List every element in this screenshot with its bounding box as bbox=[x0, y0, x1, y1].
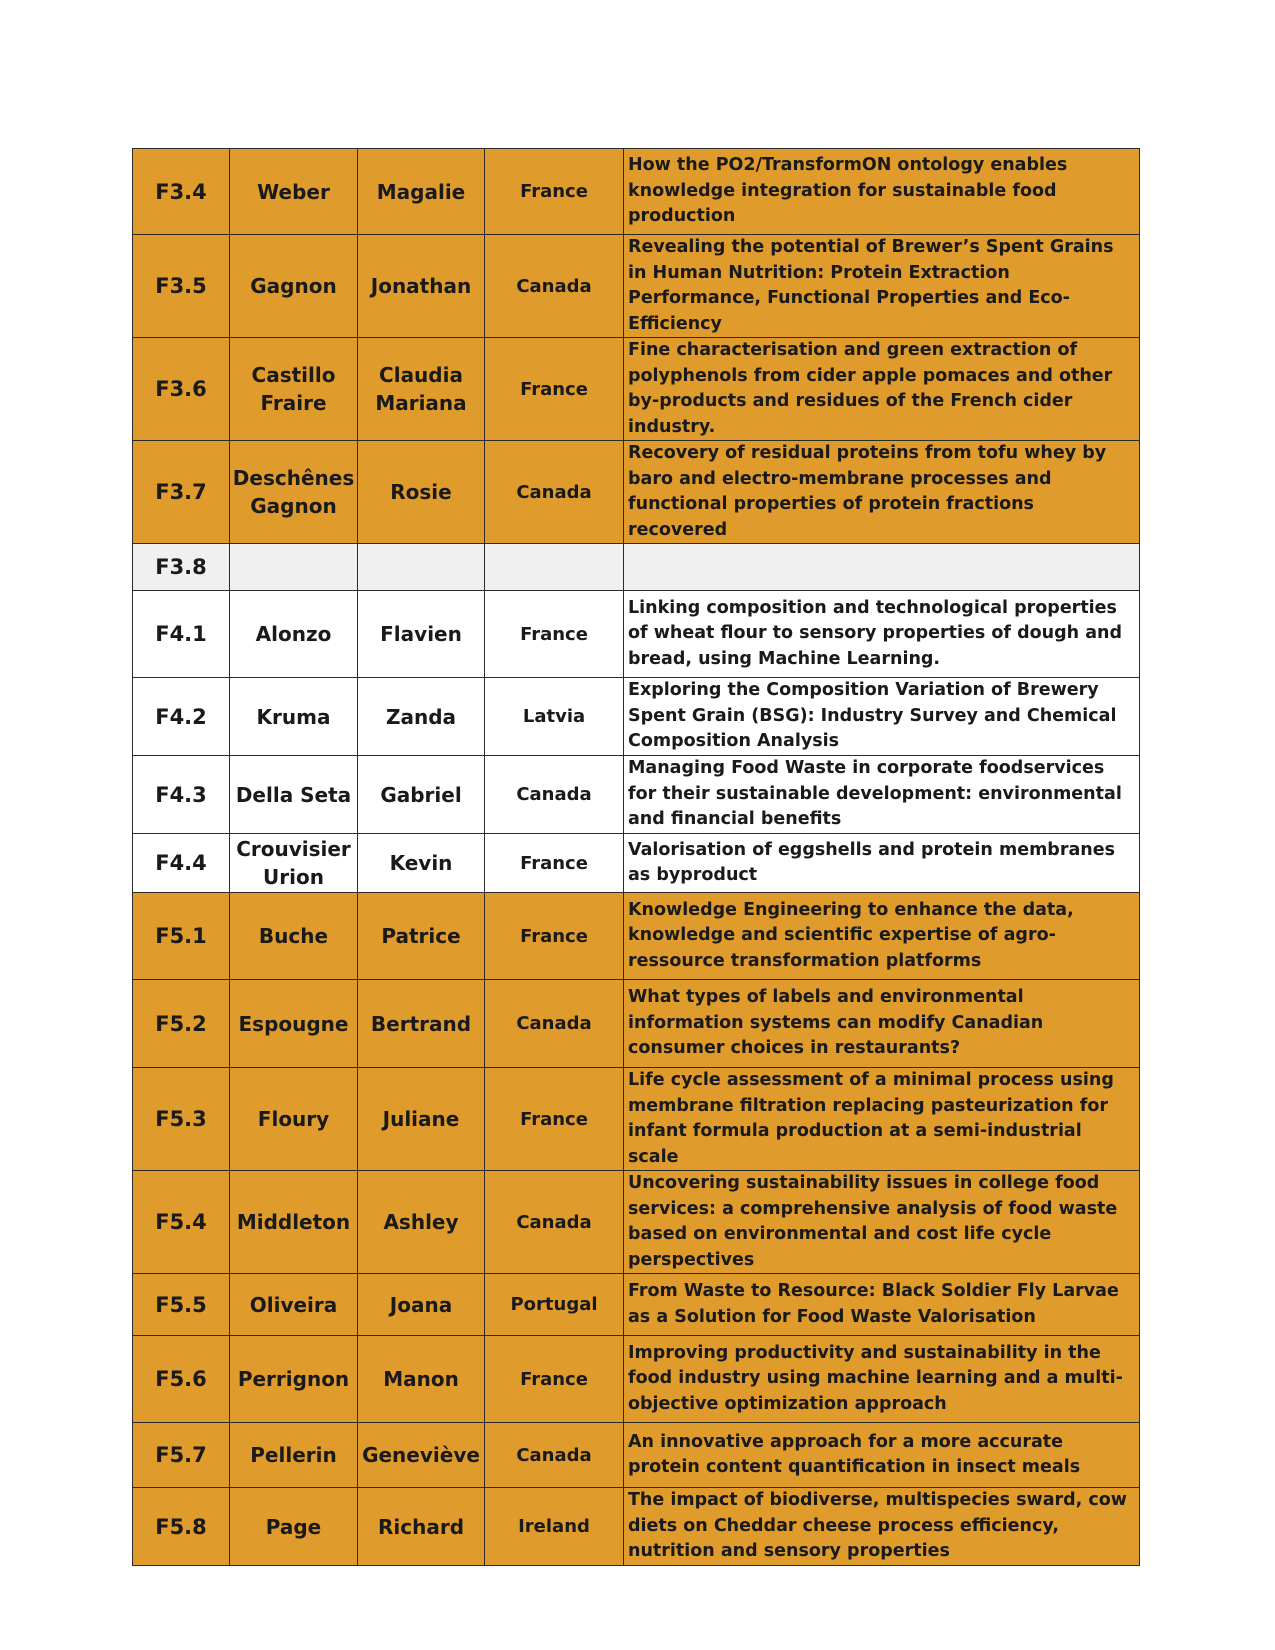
title-cell: How the PO2/TransformON ontology enables knowledge integration for sustainable food production bbox=[624, 149, 1140, 235]
last-name-cell: Middleton bbox=[230, 1171, 358, 1274]
title-cell: Improving productivity and sustainability in the food industry using machine learning and a multi-objective optimization approach bbox=[624, 1336, 1140, 1423]
last-name-cell: Crouvisier Urion bbox=[230, 834, 358, 893]
last-name-cell: Perrignon bbox=[230, 1336, 358, 1423]
program-table bbox=[132, 148, 1140, 1566]
table-row bbox=[133, 756, 1140, 834]
first-name-cell: Richard bbox=[358, 1488, 485, 1566]
first-name-cell: Ashley bbox=[358, 1171, 485, 1274]
last-name-cell: Deschênes Gagnon bbox=[230, 441, 358, 544]
country-cell: France bbox=[485, 893, 624, 980]
first-name-cell: Magalie bbox=[358, 149, 485, 235]
table-row bbox=[133, 834, 1140, 893]
code-cell: F5.7 bbox=[133, 1423, 230, 1488]
code-cell: F5.5 bbox=[133, 1274, 230, 1336]
code-cell: F5.6 bbox=[133, 1336, 230, 1423]
title-cell: What types of labels and environmental information systems can modify Canadian consumer choices in restaurants? bbox=[624, 980, 1140, 1068]
title-cell: Revealing the potential of Brewer’s Spent Grains in Human Nutrition: Protein Extraction Performance, Functional Properties and Eco-Efficiency bbox=[624, 235, 1140, 338]
table-row bbox=[133, 1488, 1140, 1566]
country-cell: Portugal bbox=[485, 1274, 624, 1336]
code-cell: F4.2 bbox=[133, 678, 230, 756]
last-name-cell: Page bbox=[230, 1488, 358, 1566]
first-name-cell: Gabriel bbox=[358, 756, 485, 834]
table-row bbox=[133, 441, 1140, 544]
last-name-cell: Oliveira bbox=[230, 1274, 358, 1336]
code-cell: F5.2 bbox=[133, 980, 230, 1068]
table-row bbox=[133, 678, 1140, 756]
last-name-cell: Gagnon bbox=[230, 235, 358, 338]
country-cell: Canada bbox=[485, 441, 624, 544]
title-cell: Knowledge Engineering to enhance the data, knowledge and scientific expertise of agro-ressource transformation platforms bbox=[624, 893, 1140, 980]
title-cell: Life cycle assessment of a minimal process using membrane filtration replacing pasteurization for infant formula production at a semi-industrial scale bbox=[624, 1068, 1140, 1171]
last-name-cell: Castillo Fraire bbox=[230, 338, 358, 441]
country-cell: France bbox=[485, 1068, 624, 1171]
first-name-cell: Kevin bbox=[358, 834, 485, 893]
first-name-cell: Juliane bbox=[358, 1068, 485, 1171]
country-cell: Canada bbox=[485, 1171, 624, 1274]
table-row bbox=[133, 1336, 1140, 1423]
code-cell: F3.4 bbox=[133, 149, 230, 235]
code-cell: F4.1 bbox=[133, 591, 230, 678]
first-name-cell: Claudia Mariana bbox=[358, 338, 485, 441]
country-cell: France bbox=[485, 338, 624, 441]
country-cell: France bbox=[485, 591, 624, 678]
first-name-cell: Manon bbox=[358, 1336, 485, 1423]
first-name-cell: Rosie bbox=[358, 441, 485, 544]
title-cell: Managing Food Waste in corporate foodservices for their sustainable development: environmental and financial benefits bbox=[624, 756, 1140, 834]
title-cell: Valorisation of eggshells and protein membranes as byproduct bbox=[624, 834, 1140, 893]
country-cell: France bbox=[485, 1336, 624, 1423]
first-name-cell: Joana bbox=[358, 1274, 485, 1336]
first-name-cell: Jonathan bbox=[358, 235, 485, 338]
table-row bbox=[133, 1274, 1140, 1336]
table-row bbox=[133, 1171, 1140, 1274]
last-name-cell: Floury bbox=[230, 1068, 358, 1171]
first-name-cell: Patrice bbox=[358, 893, 485, 980]
first-name-cell bbox=[358, 544, 485, 591]
table-row bbox=[133, 235, 1140, 338]
last-name-cell: Kruma bbox=[230, 678, 358, 756]
title-cell: Fine characterisation and green extraction of polyphenols from cider apple pomaces and other by-products and residues of the French cider industry. bbox=[624, 338, 1140, 441]
first-name-cell: Bertrand bbox=[358, 980, 485, 1068]
table-row bbox=[133, 893, 1140, 980]
table-row bbox=[133, 1068, 1140, 1171]
code-cell: F5.1 bbox=[133, 893, 230, 980]
first-name-cell: Zanda bbox=[358, 678, 485, 756]
table-row bbox=[133, 1423, 1140, 1488]
country-cell: Ireland bbox=[485, 1488, 624, 1566]
title-cell: Uncovering sustainability issues in college food services: a comprehensive analysis of food waste based on environmental and cost life cycle perspectives bbox=[624, 1171, 1140, 1274]
last-name-cell: Alonzo bbox=[230, 591, 358, 678]
country-cell: Canada bbox=[485, 235, 624, 338]
code-cell: F3.5 bbox=[133, 235, 230, 338]
last-name-cell: Espougne bbox=[230, 980, 358, 1068]
last-name-cell: Buche bbox=[230, 893, 358, 980]
country-cell: France bbox=[485, 834, 624, 893]
last-name-cell: Della Seta bbox=[230, 756, 358, 834]
country-cell bbox=[485, 544, 624, 591]
first-name-cell: Geneviève bbox=[358, 1423, 485, 1488]
table-row bbox=[133, 338, 1140, 441]
country-cell: Canada bbox=[485, 756, 624, 834]
title-cell: Linking composition and technological properties of wheat flour to sensory properties of dough and bread, using Machine Learning. bbox=[624, 591, 1140, 678]
first-name-cell: Flavien bbox=[358, 591, 485, 678]
code-cell: F5.8 bbox=[133, 1488, 230, 1566]
title-cell: Recovery of residual proteins from tofu whey by baro and electro-membrane processes and functional properties of protein fractions recovered bbox=[624, 441, 1140, 544]
title-cell: The impact of biodiverse, multispecies sward, cow diets on Cheddar cheese process efficiency, nutrition and sensory properties bbox=[624, 1488, 1140, 1566]
title-cell: Exploring the Composition Variation of Brewery Spent Grain (BSG): Industry Survey and Chemical Composition Analysis bbox=[624, 678, 1140, 756]
country-cell: Latvia bbox=[485, 678, 624, 756]
last-name-cell: Weber bbox=[230, 149, 358, 235]
country-cell: France bbox=[485, 149, 624, 235]
title-cell: An innovative approach for a more accurate protein content quantification in insect meals bbox=[624, 1423, 1140, 1488]
last-name-cell bbox=[230, 544, 358, 591]
code-cell: F3.6 bbox=[133, 338, 230, 441]
country-cell: Canada bbox=[485, 1423, 624, 1488]
last-name-cell: Pellerin bbox=[230, 1423, 358, 1488]
table-row bbox=[133, 591, 1140, 678]
code-cell: F3.8 bbox=[133, 544, 230, 591]
code-cell: F4.4 bbox=[133, 834, 230, 893]
code-cell: F5.4 bbox=[133, 1171, 230, 1274]
code-cell: F3.7 bbox=[133, 441, 230, 544]
code-cell: F4.3 bbox=[133, 756, 230, 834]
table-row bbox=[133, 980, 1140, 1068]
code-cell: F5.3 bbox=[133, 1068, 230, 1171]
table-row bbox=[133, 149, 1140, 235]
title-cell: From Waste to Resource: Black Soldier Fly Larvae as a Solution for Food Waste Valorisation bbox=[624, 1274, 1140, 1336]
title-cell bbox=[624, 544, 1140, 591]
table-row bbox=[133, 544, 1140, 591]
country-cell: Canada bbox=[485, 980, 624, 1068]
